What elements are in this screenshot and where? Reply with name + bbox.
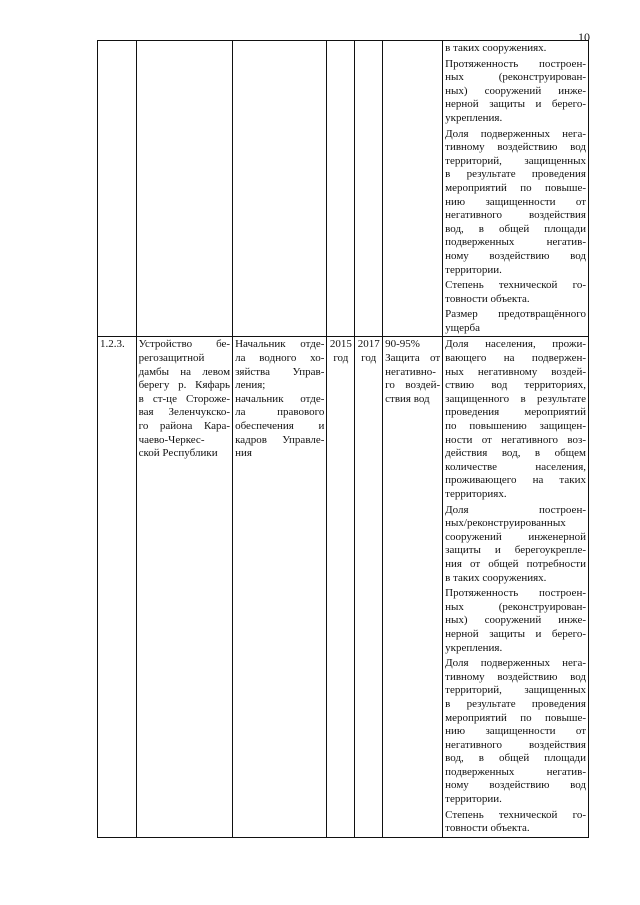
cell-start-year	[327, 337, 355, 837]
text-line: товности объекта.	[445, 292, 530, 305]
text-line: тивному воздействию вод	[445, 141, 586, 154]
indicator-paragraph	[445, 279, 586, 306]
text-line: Доля построен-	[445, 503, 586, 516]
text-line: ному воздействию вод	[445, 779, 586, 792]
text-line: год	[361, 352, 377, 365]
text-line: обеспечения и	[235, 420, 325, 433]
text-line: негативно-	[385, 365, 436, 378]
text-line: Защита от	[385, 352, 441, 365]
cell-row-number	[98, 337, 137, 837]
text-line: год	[333, 352, 349, 365]
text-line: го воздей-	[385, 379, 441, 392]
text-line: в результате проведения	[445, 697, 586, 710]
cell-end-year	[355, 337, 383, 837]
indicator-paragraph	[445, 809, 586, 836]
text-line: ния	[235, 447, 252, 460]
indicator-paragraph	[445, 308, 586, 335]
text-line: сооружений инженерной	[445, 530, 586, 543]
cell-indicators-continued	[443, 41, 589, 337]
text-line: в таких сооружениях.	[445, 42, 547, 54]
text-line: по повышению защищен-	[445, 420, 586, 433]
text-line: укрепления.	[445, 111, 503, 124]
cell-event-name	[136, 337, 232, 837]
text-line: ных/реконструированных	[445, 517, 566, 530]
indicator-paragraph	[445, 128, 586, 278]
text-line: Начальник отде-	[235, 338, 325, 351]
page-number: 10	[578, 30, 590, 44]
text-line: зяйства Управ-	[235, 365, 325, 378]
text-line: 90-95%	[385, 338, 420, 351]
text-line: количестве населения,	[445, 460, 586, 473]
text-line: ствия вод	[385, 392, 430, 405]
table-row-continued	[98, 41, 589, 337]
text-line: ных (реконструирован-	[445, 71, 586, 84]
cell-number-empty	[98, 41, 137, 337]
cell-indicators	[443, 337, 589, 837]
text-line: чаево-Черкес-	[138, 433, 205, 446]
indicator-paragraph	[445, 58, 586, 126]
indicator-paragraph	[445, 504, 586, 586]
text-line: укрепления.	[445, 641, 503, 654]
text-line: Степень технической го-	[445, 808, 586, 821]
indicator-paragraph	[445, 42, 586, 56]
text-line: ному воздействию вод	[445, 249, 586, 262]
text-line: берегу р. Кяфарь	[138, 379, 231, 392]
text-line: территорий, защищенных	[445, 684, 586, 697]
program-table	[97, 40, 589, 838]
text-line: ла водного хо-	[235, 352, 325, 365]
indicator-paragraph	[445, 657, 586, 807]
text-line: ущерба	[445, 321, 480, 334]
text-line: нию защищенности от	[445, 195, 586, 208]
text-line: Размер предотвращённого	[445, 308, 586, 321]
text-line: защиты и берегоукрепле-	[445, 544, 586, 557]
text-line: Доля населения, прожи-	[445, 338, 586, 351]
text-line: территорий, защищенных	[445, 154, 586, 167]
table-row-1-2-3	[98, 337, 589, 837]
cell-responsible	[233, 337, 327, 837]
text-line: ности от негативного воз-	[445, 433, 586, 446]
text-line: 2015	[329, 338, 352, 351]
text-line: Протяженность построен-	[445, 57, 586, 70]
text-line: в таких сооружениях.	[445, 571, 547, 584]
cell-result-empty	[383, 41, 443, 337]
text-line: вающего на подвержен-	[445, 352, 586, 365]
text-line: начальник отде-	[235, 392, 325, 405]
text-line: ных (реконструирован-	[445, 600, 586, 613]
text-line: Протяженность построен-	[445, 587, 586, 600]
text-line: ской Республики	[138, 447, 218, 460]
text-line: ных негативному воздей-	[445, 365, 586, 378]
text-line: Степень технической го-	[445, 279, 586, 292]
text-line: мероприятий по повыше-	[445, 711, 586, 724]
text-line: 2017	[357, 338, 380, 351]
text-line: кадров Управле-	[235, 433, 325, 446]
cell-responsible-empty	[233, 41, 327, 337]
text-line: проживающего на таких	[445, 474, 586, 487]
text-line: ных) сооружений инже-	[445, 84, 586, 97]
text-line: ных) сооружений инже-	[445, 614, 586, 627]
text-line: нерной защиты и берего-	[445, 627, 586, 640]
text-line: Устройство бе-	[138, 338, 231, 351]
text-line: дамбы на левом	[138, 365, 231, 378]
text-line: мероприятий по повыше-	[445, 181, 586, 194]
text-line: регозащитной	[138, 352, 205, 365]
cell-expected-result	[383, 337, 443, 837]
text-line: ления;	[235, 379, 266, 392]
text-line: ния от общей потребности	[445, 557, 586, 570]
text-line: негативного воздействия	[445, 209, 586, 222]
text-line: подверженных негатив-	[445, 236, 586, 249]
text-line: Доля подверженных нега-	[445, 657, 586, 670]
cell-name-empty	[136, 41, 232, 337]
text-line: территории.	[445, 263, 502, 276]
text-line: негативного воздействия	[445, 738, 586, 751]
cell-end-empty	[355, 41, 383, 337]
text-line: нерной защиты и берего-	[445, 98, 586, 111]
text-line: действия вод, в общем	[445, 447, 586, 460]
text-line: ла правового	[235, 406, 325, 419]
text-line: Доля подверженных нега-	[445, 127, 586, 140]
text-line: го района Кара-	[138, 420, 231, 433]
text-line: в результате проведения	[445, 168, 586, 181]
text-line: территории.	[445, 793, 502, 806]
cell-start-empty	[327, 41, 355, 337]
text-line: ствию вод территориях,	[445, 379, 586, 392]
text-line: вод, в общей площади	[445, 752, 586, 765]
text-line: подверженных негатив-	[445, 765, 586, 778]
text-line: товности объекта.	[445, 822, 530, 835]
text-line: проведения мероприятий	[445, 406, 586, 419]
row-number: 1.2.3.	[100, 338, 125, 351]
indicator-paragraph	[445, 587, 586, 655]
text-line: в ст-це Стороже-	[138, 392, 231, 405]
text-line: вод, в общей площади	[445, 222, 586, 235]
text-line: тивному воздействию вод	[445, 670, 586, 683]
indicator-paragraph	[445, 338, 586, 501]
text-line: вая Зеленчукско-	[138, 406, 231, 419]
text-line: защищенного в результате	[445, 392, 586, 405]
text-line: территориях.	[445, 488, 507, 500]
text-line: нию защищенности от	[445, 725, 586, 738]
